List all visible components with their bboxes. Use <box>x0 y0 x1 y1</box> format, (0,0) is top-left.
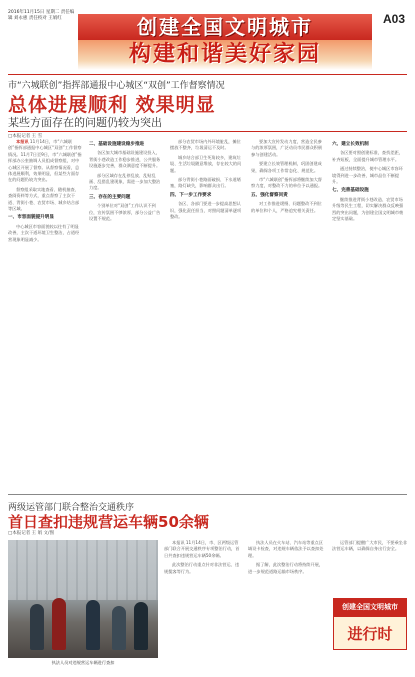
article1-column-5 <box>332 139 406 490</box>
masthead-banner <box>78 6 372 72</box>
article2-column-1 <box>164 540 240 668</box>
article2-headline: 首日查扣违规营运车辆50余辆 <box>8 513 209 531</box>
article1-section-heading: 一、市容面貌提升明显 <box>8 215 54 221</box>
article1-column-1 <box>8 139 82 490</box>
photo-caption: 执法人员对违规营运车辆进行查扣 <box>51 660 115 665</box>
article2-paragraph: 此次整治行动重点针对非法营运、违规揽客等行为。 <box>164 562 240 574</box>
article1-paragraph-text: 11月14日，市“六城联创”指挥部通报中心城区“双创”工作督察情况。11月7日至9日，市“六城联创”指挥部办公室抽调人员组成督察组，对中心城区开展了督察。从督察情况看，总体进展顺利，效果明显，但某些方面存在的问题仍较为突出。 <box>8 139 82 183</box>
article1-paragraph: 通过持续整治，使中心城区市容环境得到进一步改善，城市品位不断提升。 <box>332 166 403 185</box>
article2-column-2 <box>248 540 324 668</box>
article1-column-3 <box>170 139 244 490</box>
article2-kicker: 两级运管部门联合整治交通秩序 <box>8 503 135 513</box>
article1-section-heading: 四、下一步工作要求 <box>170 192 212 198</box>
article1-section-heading: 三、存在的主要问题 <box>89 194 131 200</box>
photo-figure <box>30 604 44 650</box>
article1-paragraph: 各区、各部门要进一步提高思想认识，强化责任担当，对照问题清单逐项整改。 <box>170 201 242 220</box>
article1-divider <box>8 131 407 132</box>
article1-byline: □本报记者 王 雪 <box>8 134 43 139</box>
campaign-badge <box>333 598 407 654</box>
banner-line-2: 构建和谐美好家园 <box>78 40 372 70</box>
article1-section-heading: 二、基础设施建设稳步推进 <box>89 142 145 147</box>
page-number: A03 <box>382 12 405 26</box>
article1-paragraph: 各区要对照创建标准，查找差距，补齐短板，全面提升城市管理水平。 <box>332 150 403 162</box>
article1-lead: 本报讯 <box>16 139 29 144</box>
article1-headline: 总体进展顺利 效果明显 <box>8 94 216 116</box>
article1-section-heading: 五、强化督察问责 <box>251 192 288 198</box>
article1-subhead: 某些方面存在的问题仍较为突出 <box>8 116 162 129</box>
photo-figure <box>52 598 66 650</box>
masthead-divider <box>8 74 407 75</box>
banner-line-1: 创建全国文明城市 <box>78 14 372 40</box>
article1-paragraph: 城乡结合部卫生死角较多，建筑垃圾、生活垃圾随意堆放，存在较大的问题。 <box>170 154 242 173</box>
article1-section-heading: 六、建立长效机制 <box>332 142 369 147</box>
badge-line-1: 创建全国文明城市 <box>333 598 407 616</box>
article2-paragraph: 本报讯 11月14日，市、区两级运管部门联合开展交通秩序专项整治行动，首日共查扣违规营运车辆50余辆。 <box>164 540 240 558</box>
article1-paragraph: 部分背街小巷路面破损、下水道堵塞，路灯缺失，影响群众出行。 <box>170 177 241 189</box>
photo-building <box>8 540 158 600</box>
article1-paragraph: 各区加大城市基础设施建设投入，背街小巷改造工作稳步推进，公共服务设施逐步完善，群众满意度不断提升。 <box>89 150 161 169</box>
article2-byline: □本报记者 王 娟 文/图 <box>8 531 55 536</box>
article1-body <box>8 139 407 490</box>
article2-paragraph: 运管部门提醒广大市民，不要乘坐非法营运车辆，以确保自身出行安全。 <box>332 540 408 552</box>
article1-paragraph: 部分区域存在乱停乱放、乱贴乱画、乱搭乱建现象，需进一步加大整治力度。 <box>89 172 161 191</box>
article1-paragraph: 督察组采取实地查看、随机抽查、查阅资料等方式，重点督察了主次干道、背街小巷、农贸市场、城乡结合部等区域。 <box>8 186 80 212</box>
article1-paragraph: 市“六城联创”指挥部将继续加大督察力度，对整改不力的单位予以通报。 <box>251 177 323 189</box>
article2-photo <box>8 540 158 658</box>
article1-paragraph: 对工作推进缓慢、问题整改不到位的单位和个人，严格追究相关责任。 <box>251 201 322 213</box>
article1-column-4 <box>251 139 325 490</box>
article1-kicker: 市“六城联创”指挥部通报中心城区“双创”工作督察情况 <box>8 81 225 91</box>
photo-figure <box>86 600 100 650</box>
article1-column-2 <box>89 139 163 490</box>
badge-line-2: 进行时 <box>333 616 407 650</box>
article2-paragraph: 据了解，此次整治行动将持续开展，进一步规范道路运输市场秩序。 <box>248 562 324 574</box>
article1-paragraph: 中心城区市容面貌较以往有了明显改善，主次干道环境卫生整洁，占道经营现象明显减少。 <box>8 223 80 242</box>
article1-paragraph: 要建立长效管理机制，巩固创建成果，确保各项工作常态化、规范化。 <box>251 161 322 173</box>
article1-paragraph <box>8 139 82 184</box>
article1-section-heading: 七、完善基础设施 <box>332 188 369 194</box>
article1-paragraph: 继续推进背街小巷改造、农贸市场升级等民生工程，切实解决群众反映强烈的突出问题，为创建全国文明城市奠定坚实基础。 <box>332 196 404 222</box>
article2-column-3 <box>332 540 408 596</box>
article1-paragraph: 个别单位对“双创”工作认识不到位，宣传氛围不够浓厚，部分公益广告设置不规范。 <box>89 203 161 222</box>
article2-paragraph: 执法人员在火车站、汽车站等重点区域设卡检查，对违规车辆依法予以查扣处理。 <box>248 540 324 558</box>
dateline: 2016年11月15日 星期二 责任编辑 刘永惠 责任校对 王娟红 <box>8 10 75 21</box>
article1-paragraph: 要加大宣传发动力度，营造全民参与的浓厚氛围，广泛动员市民群众积极参与创建活动。 <box>251 139 323 157</box>
photo-figure <box>134 602 148 650</box>
section-divider <box>8 494 407 495</box>
article1-paragraph: 部分农贸市场内外环境脏乱，摊位摆放不整齐，垃圾清运不及时。 <box>170 139 241 151</box>
photo-figure <box>112 606 126 650</box>
